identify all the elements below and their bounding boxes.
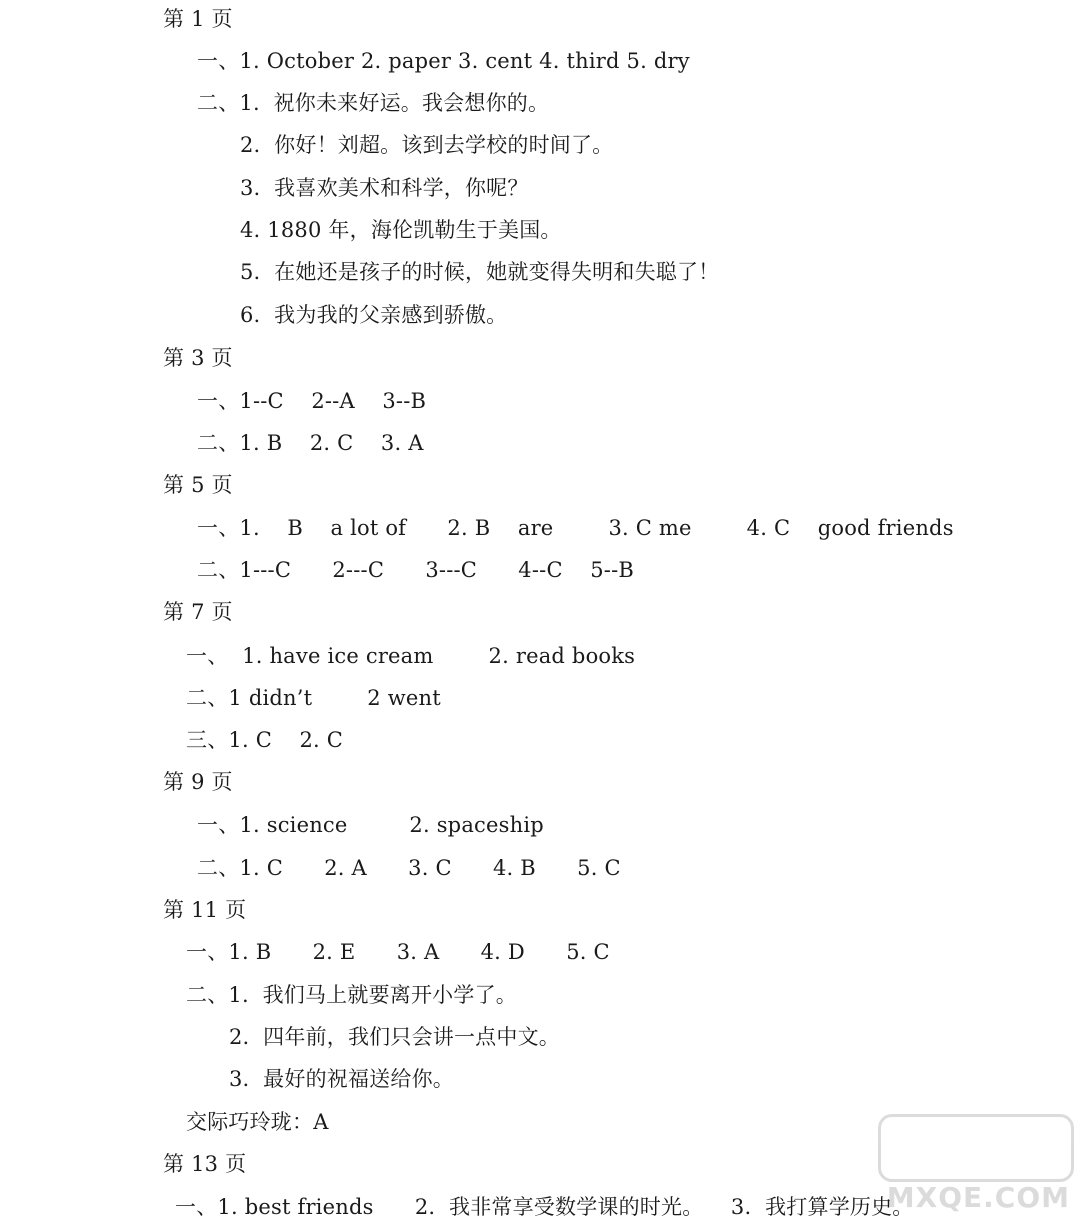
page-header-7: 第 7 页	[163, 600, 233, 624]
answer-line: 一、1. science 2. spaceship	[197, 813, 544, 837]
answer-line: 二、1. B 2. C 3. A	[197, 431, 424, 455]
answer-line: 一、1--C 2--A 3--B	[197, 389, 427, 413]
answer-line: 一、 1. have ice cream 2. read books	[186, 644, 636, 668]
answer-line: 2. 你好！刘超。该到去学校的时间了。	[240, 133, 614, 157]
answer-line: 交际巧玲珑：A	[186, 1110, 329, 1134]
answer-line: 一、1. best friends 2. 我非常享受数学课的时光。 3. 我打算学历史。	[175, 1195, 914, 1219]
answer-line: 二、1---C 2---C 3---C 4--C 5--B	[197, 558, 635, 582]
answer-line: 二、1. C 2. A 3. C 4. B 5. C	[197, 856, 621, 880]
page-header-9: 第 9 页	[163, 770, 233, 794]
page-header-3: 第 3 页	[163, 346, 233, 370]
answer-line: 2. 四年前，我们只会讲一点中文。	[229, 1025, 560, 1049]
page-header-13: 第 13 页	[163, 1152, 247, 1176]
answer-line: 二、1 didn’t 2 went	[186, 686, 441, 710]
watermark	[884, 1114, 1074, 1214]
watermark-text: MXQE.COM	[886, 1181, 1070, 1214]
answer-line: 一、1. B a lot of 2. B are 3. C me 4. C good friends	[197, 516, 954, 540]
answer-line: 4. 1880 年，海伦凯勒生于美国。	[240, 218, 562, 242]
answer-line: 6. 我为我的父亲感到骄傲。	[240, 303, 508, 327]
answer-line: 3. 我喜欢美术和科学，你呢？	[240, 176, 529, 200]
answer-line: 5. 在她还是孩子的时候，她就变得失明和失聪了！	[240, 260, 720, 284]
answer-line: 一、1. B 2. E 3. A 4. D 5. C	[186, 940, 610, 964]
answer-line: 一、1. October 2. paper 3. cent 4. third 5. dry	[197, 49, 690, 73]
answer-line: 二、1. 我们马上就要离开小学了。	[186, 983, 517, 1007]
page-header-11: 第 11 页	[163, 898, 247, 922]
page-header-1: 第 1 页	[163, 7, 233, 31]
watermark-logo-icon	[878, 1114, 1074, 1182]
answer-line: 3. 最好的祝福送给你。	[229, 1067, 454, 1091]
answer-line: 三、1. C 2. C	[186, 728, 344, 752]
answer-line: 二、1. 祝你未来好运。我会想你的。	[197, 91, 550, 115]
page-header-5: 第 5 页	[163, 473, 233, 497]
